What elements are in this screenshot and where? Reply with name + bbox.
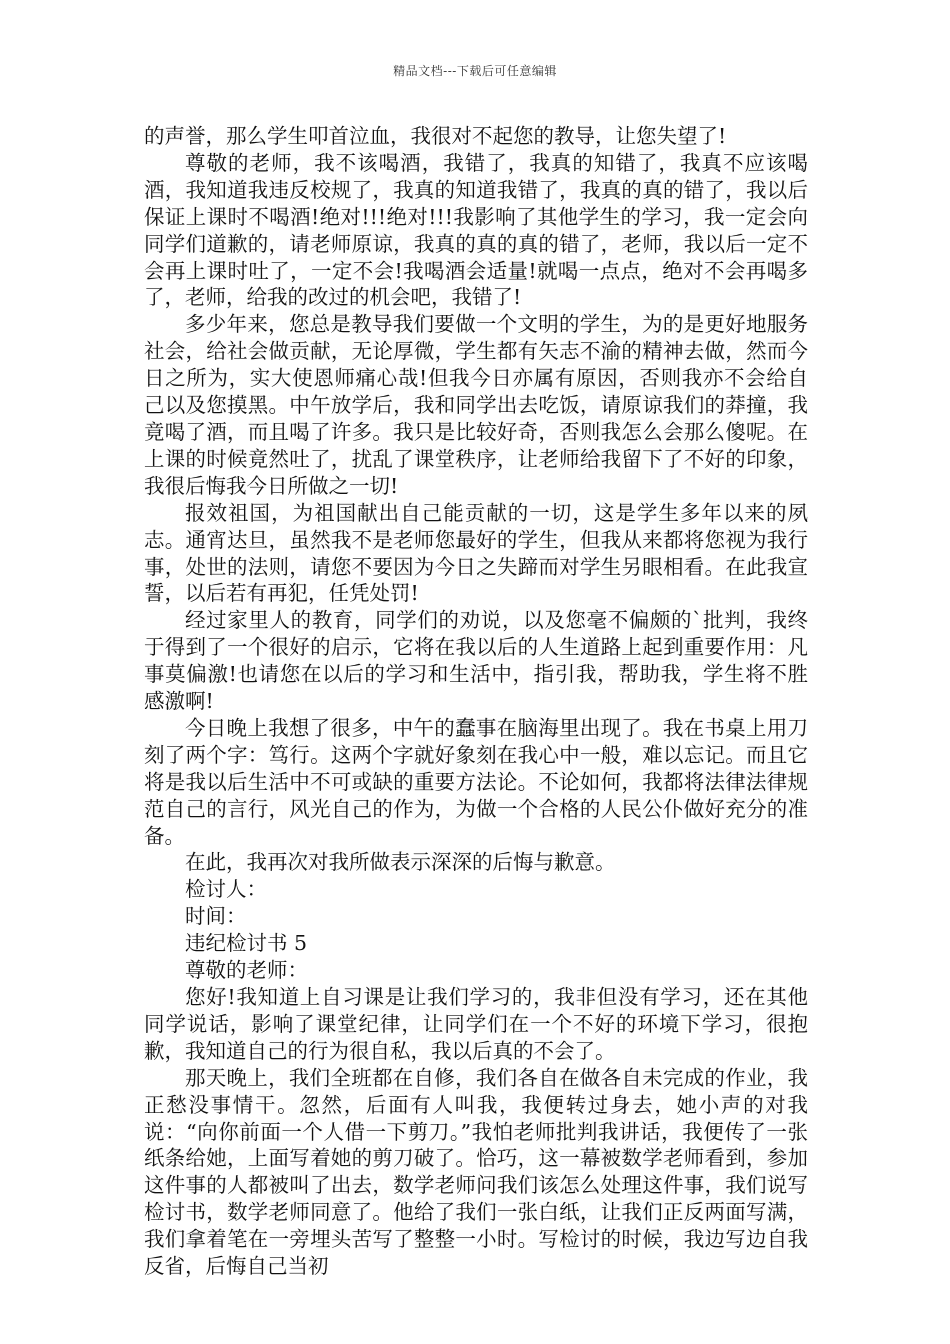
paragraph-2: 尊敬的老师，我不该喝酒，我错了，我真的知错了，我真不应该喝酒，我知道我违反校规了，我真的知道我错了，我真的真的错了，我以后保证上课时不喝酒!绝对!!!绝对!!!我影响了其他学生的学习，我一定会向同学们道歉的，请老师原谅，我真的真的真的错了，老师，我以后一定不会再上课时吐了，一定不会!我喝酒会适量!就喝一点点，绝对不会再喝多了，老师，给我的改过的机会吧，我错了! [144,150,808,310]
salutation: 尊敬的老师： [185,958,308,983]
paragraph-8: 您好!我知道上自习课是让我们学习的，我非但没有学习，还在其他同学说话，影响了课堂纪律，让同学们在一个不好的环境下学习，很抱歉，我知道自己的行为很自私，我以后真的不会了。 [144,985,808,1063]
paragraph-7: 在此，我再次对我所做表示深深的后悔与歉意。 [185,850,616,875]
paragraph-6: 今日晚上我想了很多，中午的蠢事在脑海里出现了。我在书桌上用刀刻了两个字：笃行。这两个字就好象刻在我心中一般，难以忘记。而且它将是我以后生活中不可或缺的重要方法论。不论如何，我都将法律法律规范自己的言行，风光自己的作为，为做一个合格的人民公仆做好充分的准备。 [144,715,808,848]
paragraph-5: 经过家里人的教育，同学们的劝说，以及您毫不偏颇的`批判，我终于得到了一个很好的启示，它将在我以后的人生道路上起到重要作用：凡事莫偏激!也请您在以后的学习和生活中，指引我，帮助我，学生将不胜感激啊! [144,608,808,714]
date-line: 时间： [185,904,247,929]
signature-line: 检讨人： [185,877,267,902]
paragraph-9: 那天晚上，我们全班都在自修，我们各自在做各自未完成的作业，我正愁没事情干。忽然，后面有人叫我，我便转过身去，她小声的对我说：“向你前面一个人借一下剪刀。”我怕老师批判我讲话，我便传了一张纸条给她，上面写着她的剪刀破了。恰巧，这一幕被数学老师看到，参加这件事的人都被叫了出去，数学老师问我们该怎么处理这件事，我们说写检讨书，数学老师同意了。他给了我们一张白纸，让我们正反两面写满，我们拿着笔在一旁埋头苦写了整整一小时。写检讨的时候，我边写边自我反省，后悔自己当初 [144,1065,808,1279]
paragraph-1: 的声誉，那么学生叩首泣血，我很对不起您的教导，让您失望了! [144,124,727,148]
document-body [144,123,808,1280]
section-title: 违纪检讨书 5 [185,931,308,956]
paragraph-4: 报效祖国，为祖国献出自己能贡献的一切，这是学生多年以来的夙志。通宵达旦，虽然我不是老师您最好的学生，但我从来都将您视为我行事，处世的法则，请您不要因为今日之失蹄而对学生另眼相看。在此我宣誓，以后若有再犯，任凭处罚! [144,500,808,606]
page-header: 精品文档---下载后可任意编辑 [393,64,557,78]
paragraph-3: 多少年来，您总是教导我们要做一个文明的学生，为的是更好地服务社会，给社会做贡献，无论厚微，学生都有矢志不渝的精神去做，然而今日之所为，实大使恩师痛心哉!但我今日亦属有原因，否则我亦不会给自己以及您摸黑。中午放学后，我和同学出去吃饭，请原谅我们的莽撞，我竟喝了酒，而且喝了许多。我只是比较好奇，否则我怎么会那么傻呢。在上课的时候竟然吐了，扰乱了课堂秩序，让老师给我留下了不好的印象，我很后悔我今日所做之一切! [144,312,808,498]
